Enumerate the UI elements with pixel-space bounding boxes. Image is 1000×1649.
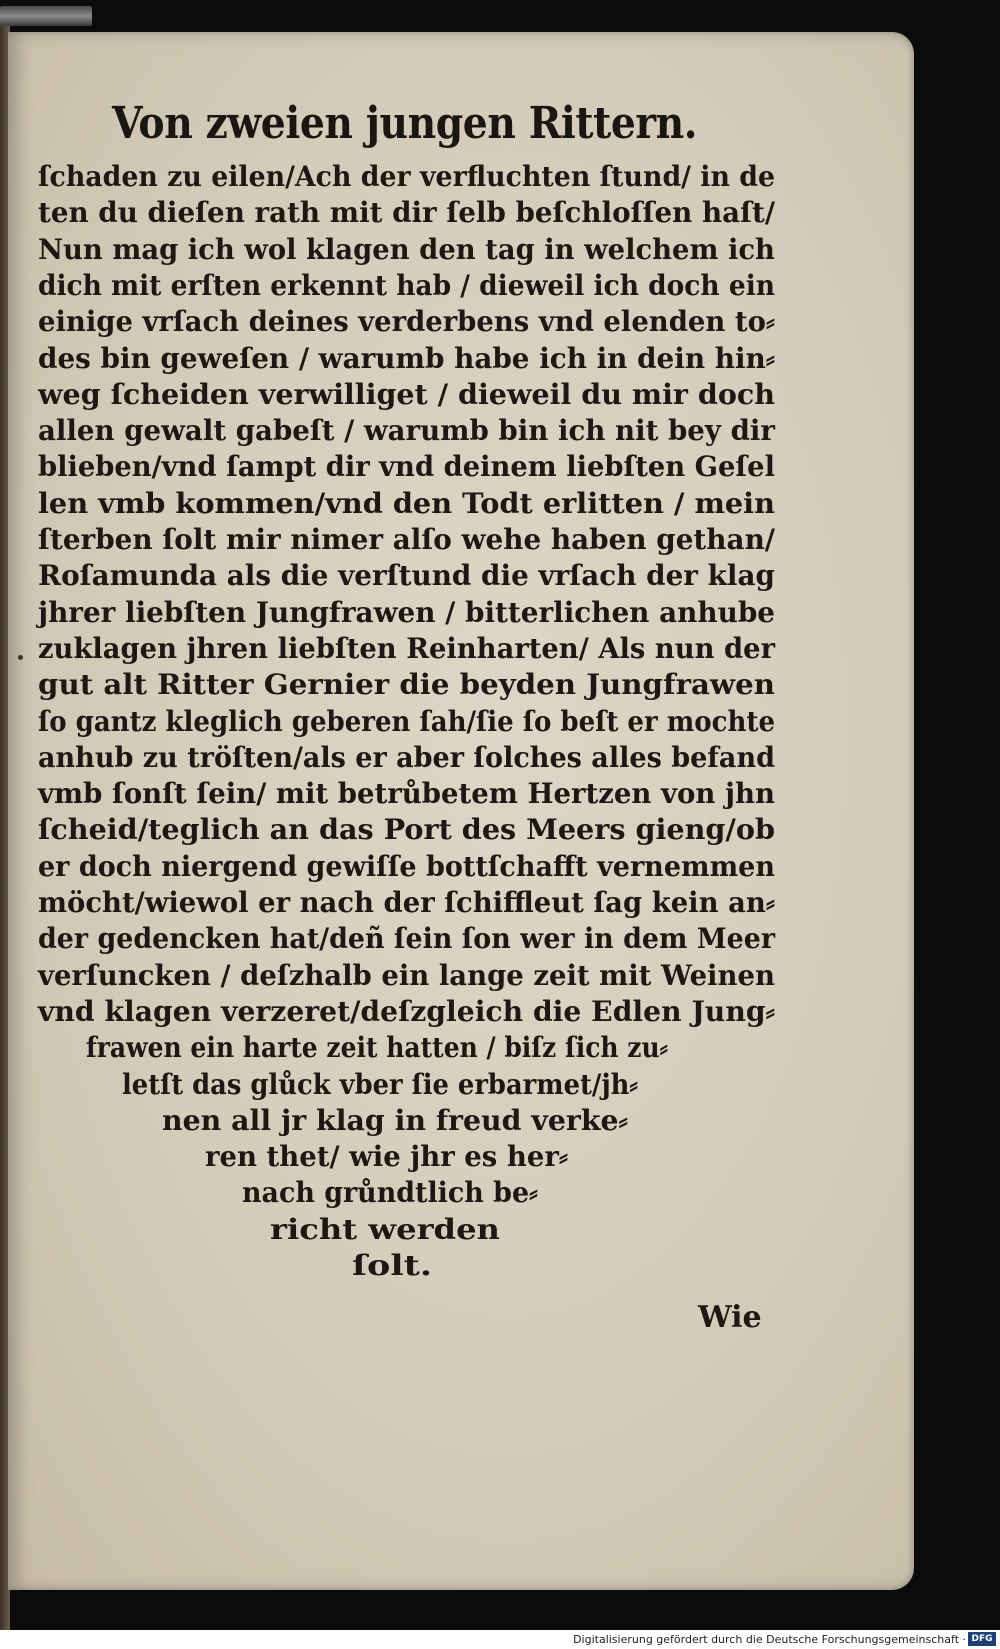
text-line: ſcheid/teglich an das Port des Meers gieng/ob xyxy=(38,813,776,847)
text-line: er doch niergend gewiſſe bottſchafft vernemmen xyxy=(38,849,776,883)
text-line: möcht/wiewol er nach der ſchiffleut ſag kein an⸗ xyxy=(38,886,775,919)
text-line: ſterben ſolt mir nimer alſo wehe haben gethan/ xyxy=(38,523,775,556)
text-line: ren thet/ wie jhr es her⸗ xyxy=(205,1140,568,1174)
dfg-logo: DFG xyxy=(968,1632,996,1646)
text-line: der gedencken hat/deñ ſein ſon wer in dem Meer xyxy=(38,922,775,956)
text-line: dich mit erſten erkennt hab / dieweil ich doch ein xyxy=(38,268,776,302)
text-line: nach grůndtlich be⸗ xyxy=(242,1176,538,1210)
text-line: vmb ſonſt ſein/ mit betrůbetem Hertzen von jhn xyxy=(38,777,775,811)
text-line: blieben/vnd ſampt dir vnd deinem liebſten Geſel xyxy=(38,450,775,484)
text-line: weg ſcheiden verwilliget / dieweil du mir doch xyxy=(38,377,776,411)
text-line: richt werden xyxy=(270,1212,500,1246)
margin-mark xyxy=(18,655,23,660)
footer-credit: Digitalisierung gefördert durch die Deutsche Forschungsgemeinschaft · xyxy=(573,1633,966,1646)
text-line: nen all jr klag in freud verke⸗ xyxy=(162,1103,628,1137)
text-line: ſo gantz kleglich geberen ſah/ſie ſo beſt er mochte xyxy=(38,704,776,738)
text-line: vnd klagen verzeret/deſzgleich die Edlen Jung⸗ xyxy=(38,994,775,1028)
text-line: ſchaden zu eilen/Ach der verfluchten ſtund/ in de xyxy=(38,160,776,193)
text-line: letſt das glůck vber ſie erbarmet/jh⸗ xyxy=(122,1067,639,1101)
text-line: Roſamunda als die verſtund die vrſach der klag xyxy=(38,559,775,593)
book-edge-tab xyxy=(0,6,92,26)
text-line: ſolt. xyxy=(352,1249,433,1282)
text-line: len vmb kommen/vnd den Todt erlitten / mein xyxy=(38,486,776,520)
text-line: jhrer liebſten Jungfrawen / bitterlichen anhube xyxy=(38,595,776,629)
text-line: allen gewalt gabeſt / warumb bin ich nit bey dir xyxy=(38,414,775,448)
text-line: Nun mag ich wol klagen den tag in welchem ich xyxy=(38,232,775,266)
text-line: des bin geweſen / warumb habe ich in dein hin⸗ xyxy=(38,341,776,375)
text-line: verſuncken / deſzhalb ein lange zeit mit Weinen xyxy=(38,958,775,992)
text-line: zuklagen jhren liebſten Reinharten/ Als nun der xyxy=(38,631,776,665)
catchword: Wie xyxy=(698,1300,762,1335)
text-line: anhub zu tröſten/als er aber ſolches alles befand xyxy=(38,740,776,774)
text-line: einige vrſach deines verderbens vnd elenden to⸗ xyxy=(38,305,776,339)
book-page xyxy=(8,32,914,1590)
text-line: frawen ein harte zeit hatten / biſz ſich zu⸗ xyxy=(86,1031,669,1065)
text-line: ten du dieſen rath mit dir ſelb beſchloſſen haſt/ xyxy=(38,196,775,230)
running-head: Von zweien jungen Rittern. xyxy=(112,98,697,149)
text-line: gut alt Ritter Gernier die beyden Jungfrawen xyxy=(38,668,775,702)
